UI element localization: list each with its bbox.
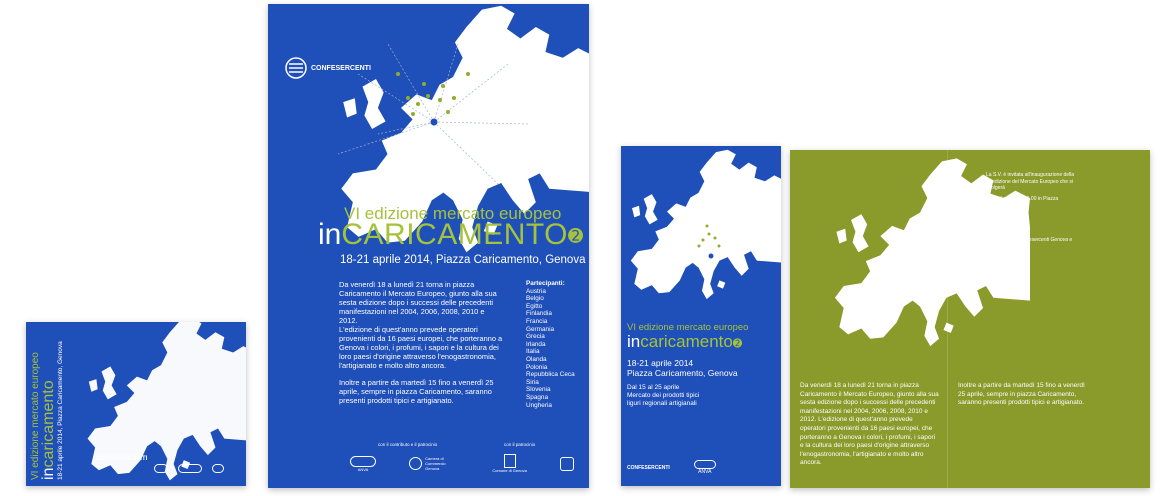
poster-title: VI edizione mercato europeo bbox=[344, 204, 562, 223]
poster bbox=[268, 4, 589, 488]
anva-logo: ANVA bbox=[350, 456, 376, 472]
list-item: Ungheria bbox=[526, 401, 552, 409]
camera-commercio-logo: Camera di Commercio Genova bbox=[409, 456, 459, 471]
brand-mark-icon: ➋ bbox=[568, 226, 584, 247]
leaflet-dates: 18-21 aprile 2014 Piazza Caricamento, Genova bbox=[627, 358, 738, 378]
list-item: Siria bbox=[526, 378, 539, 386]
list-item: Polonia bbox=[526, 363, 548, 371]
inner-body-left: Da venerdì 18 a lunedì 21 torna in piazza Caricamento il Mercato Europeo, giunto alla sua sesta edizione dopo i successi delle precedenti manifestazioni nel 2004, 2006, 2008, 2010 e 2012. L'edizione di quest'anno prevede operatori provenienti da 16 paesi europei, che porteranno a Genova i colori, i profumi, i sapori e la cultura dei loro paesi d'origine attraverso l'enogastronomia, l'artigianato e molto altro ancora. bbox=[800, 382, 939, 467]
list-item: Grecia bbox=[526, 333, 545, 341]
leaflet-subtitle: Dal 15 al 25 aprile Mercato dei prodotti tipici liguri regionali artigianali bbox=[627, 384, 700, 407]
list-item: Austria bbox=[526, 287, 546, 295]
list-item: Germania bbox=[526, 325, 555, 333]
poster-dates: 18-21 aprile 2014, Piazza Caricamento, Genova bbox=[340, 254, 586, 266]
fold-line bbox=[947, 150, 948, 488]
europe-map bbox=[66, 322, 246, 486]
card-brand: incaricamento bbox=[40, 380, 57, 480]
confesercenti-icon bbox=[284, 56, 308, 80]
list-item: Italia bbox=[526, 348, 540, 356]
sponsor-logo bbox=[212, 464, 224, 473]
poster-brand: inCARICAMENTO➋ bbox=[318, 218, 584, 251]
leaflet-inner bbox=[790, 150, 1150, 488]
crest-icon bbox=[560, 457, 574, 471]
sponsor-logo bbox=[178, 464, 202, 473]
anva-logo: ANVA bbox=[694, 460, 716, 475]
leaflet-title: VI edizione mercato europeo bbox=[627, 322, 749, 333]
poster-body: Da venerdì 18 a lunedì 21 torna in piazza Caricamento il Mercato Europeo, giunto alla sua sesta edizione dopo i successi delle precedenti manifestazioni nel 2004, 2006, 2008, 2010 e 2012. L'edizione di quest'anno prevede operatori provenienti da 16 paesi europei, che porteranno a Genova i colori, i profumi, i sapori e la cultura dei loro paesi d'origine attraverso l'enogastronomia, l'artigianato e molto altro ancora. Inoltre a partire da martedì 15 fino a venerdì 25 aprile, sempre in piazza Caricamento, saranno presenti prodotti tipici e artigianato. bbox=[339, 280, 503, 405]
leaflet-brand: incaricamento➋ bbox=[627, 332, 743, 351]
card-vertical-text bbox=[30, 341, 64, 480]
list-item: Slovenia bbox=[526, 386, 551, 394]
route-markers bbox=[621, 146, 781, 306]
participants-list bbox=[526, 288, 586, 410]
list-item: Repubblica Ceca bbox=[526, 371, 575, 379]
card-title: VI edizione mercato europeo bbox=[30, 352, 41, 480]
brand-mark-icon: ➋ bbox=[732, 338, 743, 350]
poster-logo: CONFESERCENTI bbox=[284, 56, 371, 80]
poster-sponsor-row bbox=[350, 454, 574, 473]
list-item: Finlandia bbox=[526, 310, 552, 318]
invitation-text: La S.V. è invitata all'inaugurazione della VI edizione del Mercato Europeo che si svolgerà 18 aprile alle ore 11.00 in Piazza Caricamento La Presidente Confesercenti Genova e Liguria Patrizia De Luise bbox=[986, 172, 1075, 256]
card-dates: 18-21 aprile 2014, Piazza Caricamento, Genova bbox=[57, 341, 64, 480]
inner-body-right: Inoltre a partire da martedì 15 fino a venerdì 25 aprile, sempre in piazza Caricamento, saranno presenti prodotti tipici e artigianato. bbox=[958, 382, 1085, 407]
leaflet-logos: CONFESERCENTI ANVA bbox=[627, 460, 716, 475]
card-sponsor-logos bbox=[154, 464, 244, 474]
leaflet-cover bbox=[621, 146, 781, 486]
list-item: Egitto bbox=[526, 302, 543, 310]
list-item: Belgio bbox=[526, 295, 544, 303]
participants: Partecipanti: Austria Belgio Egitto Finlandia Francia Germania Grecia Irlanda Italia Olanda Polonia Repubblica Ceca Siria Slovenia Spagna Ungheria bbox=[526, 280, 586, 409]
seal-icon bbox=[409, 457, 422, 470]
comune-logo: Comune di Genova bbox=[492, 454, 526, 473]
list-item: Irlanda bbox=[526, 340, 546, 348]
region-logo bbox=[560, 457, 574, 471]
sponsor-caption-1: con il contributo e il patrocinio bbox=[378, 442, 438, 447]
invitation-card bbox=[26, 322, 246, 486]
list-item: Olanda bbox=[526, 355, 547, 363]
list-item: Francia bbox=[526, 317, 548, 325]
list-item: Spagna bbox=[526, 393, 549, 401]
sponsor-logo bbox=[154, 464, 168, 473]
crest-icon bbox=[504, 454, 516, 468]
genova-marker bbox=[431, 119, 438, 126]
card-logo: CONFESERCENTI bbox=[96, 456, 148, 462]
sponsor-caption-2: con il patrocinio bbox=[504, 442, 536, 447]
